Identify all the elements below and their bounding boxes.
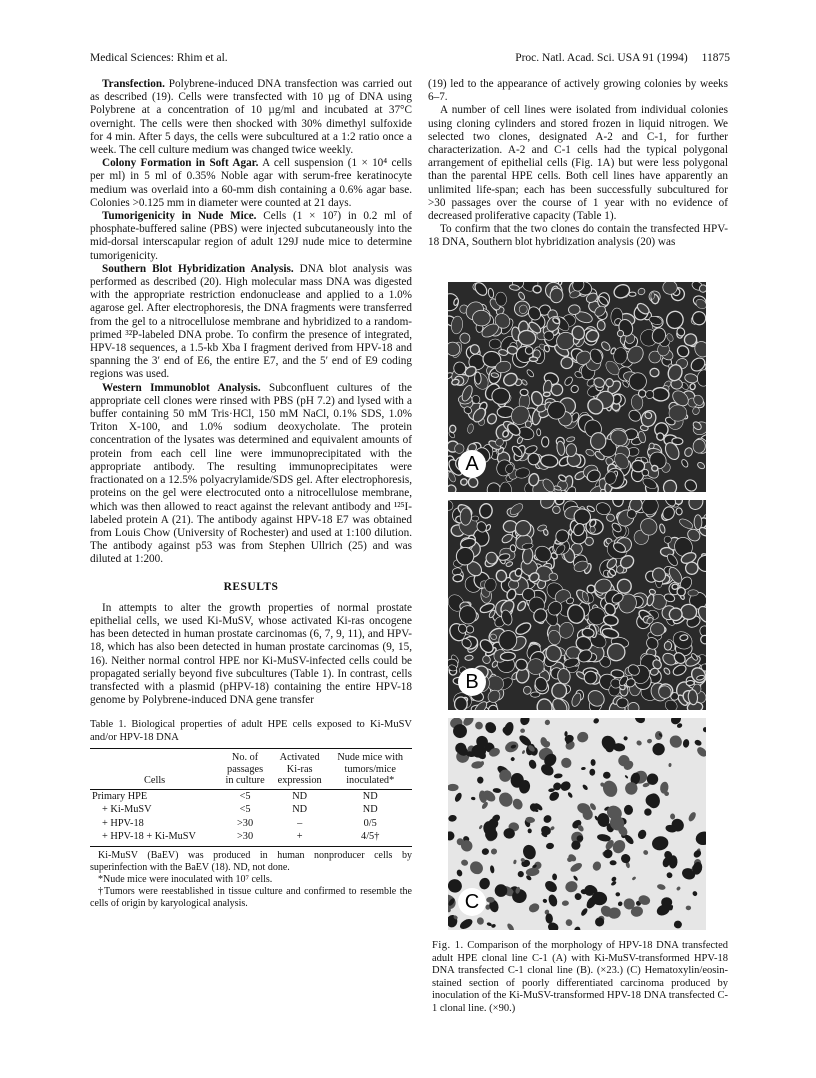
cell-passages: <5 bbox=[239, 804, 251, 816]
cell-texture bbox=[479, 503, 494, 519]
cell-texture bbox=[568, 305, 580, 315]
cell-texture bbox=[686, 500, 705, 512]
cell-texture bbox=[694, 739, 703, 747]
subheading-western-blot: Western Immunoblot Analysis. bbox=[102, 381, 261, 394]
cell-texture bbox=[467, 859, 485, 877]
cell-texture bbox=[610, 860, 617, 865]
cell-texture bbox=[651, 835, 670, 852]
subheading-soft-agar: Colony Formation in Soft Agar. bbox=[102, 157, 259, 170]
cell-mice: ND bbox=[362, 790, 378, 802]
cell-texture bbox=[686, 680, 694, 685]
micrograph-a bbox=[448, 282, 706, 492]
table-footnote: †Tumors were reestablished in tissue culture and confirmed to resemble the cells of origin by karyological analysis. bbox=[90, 885, 412, 909]
cell-texture bbox=[676, 886, 681, 891]
cell-ras: ND bbox=[292, 804, 308, 816]
cell-texture bbox=[668, 763, 671, 767]
cell-texture bbox=[633, 718, 646, 725]
cell-texture bbox=[476, 916, 485, 926]
cell-texture bbox=[617, 901, 623, 907]
table-footnote: Ki-MuSV (BaEV) was produced in human nonproducer cells by superinfection with the BaEV (18). ND, not done. bbox=[90, 849, 412, 873]
panel-label-c: C bbox=[458, 888, 486, 916]
cell-texture bbox=[459, 478, 468, 487]
cell-mice: ND bbox=[362, 804, 378, 816]
cell-texture bbox=[686, 906, 691, 911]
cell-texture bbox=[536, 429, 541, 436]
cell-texture bbox=[517, 291, 525, 300]
cell-texture bbox=[514, 568, 522, 577]
cell-texture bbox=[623, 736, 628, 741]
cell-texture bbox=[617, 330, 624, 337]
page-header bbox=[90, 52, 730, 68]
cell-texture bbox=[615, 892, 620, 896]
cell-texture bbox=[458, 917, 474, 930]
cell-texture bbox=[471, 797, 476, 801]
table-1 bbox=[90, 748, 412, 847]
cell-texture bbox=[601, 778, 620, 799]
cell-texture bbox=[627, 509, 636, 518]
cell-texture bbox=[688, 590, 699, 597]
figure-panel-b bbox=[448, 500, 706, 710]
cell-texture bbox=[465, 655, 474, 661]
cell-texture bbox=[545, 913, 553, 924]
cell-passages: >30 bbox=[237, 817, 254, 829]
figure-panel-c bbox=[448, 718, 706, 930]
cell-texture bbox=[616, 698, 628, 709]
cell-texture bbox=[478, 877, 491, 891]
cell-texture bbox=[684, 373, 698, 384]
micrograph-b bbox=[448, 500, 706, 710]
cell-texture bbox=[533, 285, 542, 293]
cell-texture bbox=[573, 875, 579, 882]
cell-texture bbox=[461, 859, 469, 866]
cell-texture bbox=[644, 808, 652, 816]
journal-citation: Proc. Natl. Acad. Sci. USA 91 (1994) bbox=[515, 52, 688, 64]
cell-texture bbox=[683, 447, 693, 458]
cell-texture bbox=[488, 288, 495, 298]
cell-texture bbox=[647, 738, 653, 744]
paragraph-text: DNA blot analysis was performed as described (20). High molecular mass DNA was digested with the appropriate restriction endonuclease and applied to a 1.0% agarose gel. After electrophoresis, the DNA fragments were transferred from the gel to a nitrocellulose membrane and hybridized to a random-primed ³²P-labeled DNA probe. To confirm the presence of integrated, HPV-18 sequences, a 1.5-kb Xba I fragment derived from HPV-18 and spanning the 3′ end of E6, the entire E7, and the 5′ end of E9 coding regions was used. bbox=[90, 262, 412, 381]
cell-texture bbox=[610, 838, 627, 856]
cell-texture bbox=[546, 842, 555, 849]
cell-texture bbox=[477, 776, 484, 783]
cell-texture bbox=[674, 920, 683, 928]
cell-texture bbox=[483, 720, 498, 735]
cell-texture bbox=[471, 516, 478, 521]
cell-texture bbox=[514, 621, 533, 637]
cell-texture bbox=[664, 309, 685, 331]
cell-texture bbox=[642, 849, 649, 856]
cell-texture bbox=[567, 791, 573, 798]
figure-caption-text: Comparison of the morphology of HPV-18 DNA transfected adult HPE clonal line C-1 (A) with Ki-MuSV-transformed HPV-18 DNA transfected C-1 clonal line (B). (×23.) (C) Hematoxylin/eosin-stained section of poorly differentiated carcinoma produced by inoculation of the Ki-MuSV-transformed HPV-18 DNA transfected C-1 clonal line. (×90.) bbox=[432, 940, 728, 1014]
cell-texture bbox=[573, 892, 583, 902]
cell-texture bbox=[486, 482, 502, 492]
cell-texture bbox=[593, 915, 606, 928]
cell-texture bbox=[516, 600, 527, 612]
cell-texture bbox=[700, 634, 706, 645]
cell-texture bbox=[527, 902, 540, 914]
cell-texture bbox=[456, 869, 463, 877]
cell-name: + HPV-18 + Ki-MuSV bbox=[90, 830, 219, 846]
cell-texture bbox=[585, 687, 607, 709]
table-footnotes bbox=[90, 850, 412, 910]
cell-texture bbox=[580, 907, 589, 917]
cell-texture bbox=[501, 533, 514, 545]
cell-texture bbox=[576, 730, 590, 743]
cell-texture bbox=[667, 733, 684, 750]
cell-texture bbox=[690, 383, 696, 390]
cell-texture bbox=[672, 584, 679, 590]
cell-texture bbox=[467, 423, 475, 434]
cell-texture bbox=[664, 641, 672, 650]
results-paragraph: In attempts to alter the growth properties of normal prostate epithelial cells, we used Ki-MuSV, whose activated Ki-ras oncogene has been detected in human prostate carcinomas (6, 7, 9, 11), and HPV-18, which has also been detected in human prostate carcinomas (9, 15, 16). Neither normal control HPE nor Ki-MuSV-infected cells could be propagated serially beyond five subcultures (Table 1). In contrast, cells transfected with a plasmid (pHPV-18) containing the entire HPV-18 genome by Polybrene-induced DNA gene transfer bbox=[90, 601, 412, 707]
col-header-mice: Nude mice with bbox=[328, 749, 412, 764]
cell-texture bbox=[511, 797, 525, 811]
cell-texture bbox=[697, 369, 706, 387]
cell-texture bbox=[551, 505, 562, 516]
cell-texture bbox=[547, 893, 559, 907]
cell-texture bbox=[690, 309, 706, 328]
col-header-ras: expression bbox=[271, 775, 329, 789]
cell-texture bbox=[597, 320, 606, 331]
cell-texture bbox=[656, 883, 666, 890]
cell-texture bbox=[659, 523, 666, 533]
cell-texture bbox=[675, 507, 683, 515]
cell-texture bbox=[551, 384, 563, 396]
cell-passages: <5 bbox=[239, 790, 251, 802]
cell-texture bbox=[473, 282, 490, 298]
cell-texture bbox=[521, 750, 525, 755]
col-header-passages: passages bbox=[227, 763, 264, 775]
cell-texture bbox=[662, 479, 677, 492]
paragraph-text: A cell suspension (1 × 10⁴ cells per ml) in 5 ml of 0.35% Noble agar with serum-free keratinocyte medium was overlaid into a 60-mm dish containing a 0.6% agar base. Colonies >0.125 mm in diameter were counted at 21 days. bbox=[90, 157, 412, 209]
cell-texture bbox=[587, 585, 595, 593]
col-header-passages: No. of bbox=[219, 749, 271, 764]
cell-texture bbox=[616, 578, 632, 594]
methods-paragraph-western-blot bbox=[90, 382, 412, 567]
figure-panel-a bbox=[448, 282, 706, 492]
cell-texture bbox=[494, 884, 507, 897]
cell-texture bbox=[603, 772, 611, 779]
table-footnote: *Nude mice were inoculated with 10⁷ cells. bbox=[98, 873, 273, 885]
cell-texture bbox=[620, 853, 632, 865]
cell-texture bbox=[554, 500, 565, 506]
cell-texture bbox=[470, 344, 480, 355]
cell-texture bbox=[600, 340, 612, 352]
right-column bbox=[428, 78, 728, 250]
cell-texture bbox=[624, 775, 628, 779]
col-header-ras: Activated bbox=[271, 749, 329, 764]
col-header-cells: Cells bbox=[90, 775, 219, 789]
cell-texture bbox=[559, 779, 573, 792]
cell-texture bbox=[605, 378, 614, 387]
figure-caption bbox=[432, 940, 728, 1016]
cell-texture bbox=[531, 692, 541, 698]
cell-name: + Ki-MuSV bbox=[102, 804, 152, 816]
cell-texture bbox=[454, 792, 464, 803]
cell-texture bbox=[542, 814, 553, 825]
methods-paragraph-transfection bbox=[90, 78, 412, 157]
cell-texture bbox=[453, 574, 463, 582]
cell-texture bbox=[552, 873, 557, 880]
results-paragraph-southern: To confirm that the two clones do contain the transfected HPV-18 DNA, Southern blot hybridization analysis (20) was bbox=[428, 223, 728, 249]
paragraph-text: Cells (1 × 10⁷) in 0.2 ml of phosphate-buffered saline (PBS) were injected subcutaneously into the mid-dorsal interscapular region of adult 129J nude mice to determine tumorigenicity. bbox=[90, 210, 412, 262]
cell-name: + HPV-18 bbox=[102, 817, 144, 829]
cell-texture bbox=[542, 437, 549, 447]
cell-ras: + bbox=[271, 830, 329, 846]
cell-texture bbox=[478, 824, 483, 829]
cell-texture bbox=[520, 728, 525, 733]
cell-texture bbox=[680, 458, 689, 468]
cell-texture bbox=[496, 790, 515, 809]
cell-texture bbox=[518, 871, 524, 877]
cell-texture bbox=[582, 784, 589, 791]
cell-texture bbox=[510, 756, 515, 762]
cell-mice: 0/5 bbox=[363, 817, 377, 829]
methods-paragraph-soft-agar bbox=[90, 157, 412, 210]
cell-texture bbox=[467, 476, 479, 488]
col-header-mice: inoculated* bbox=[328, 775, 412, 789]
cell-texture bbox=[528, 759, 538, 770]
cell-texture bbox=[516, 436, 523, 444]
cell-texture bbox=[558, 474, 568, 483]
cell-texture bbox=[585, 448, 595, 457]
subheading-tumorigenicity: Tumorigenicity in Nude Mice. bbox=[102, 210, 257, 223]
paragraph-text: Subconfluent cultures of the appropriate cell clones were rinsed with PBS (pH 7.2) and lysed with a buffer containing 50 mM Tris·HCl, 150 mM NaCl, 0.1% SDS, 1.0% Triton X-100, and 1.0% sodium deoxycholate. The protein concentration of the lysates was determined and equivalent amounts of protein from each cell line were immunoprecipitated with the appropriate antibody. The resulting immunoprecipitates were fractionated on a 12.5% polyacrylamide/SDS gel. After electrophoresis, proteins on the gel were electrocuted onto a nitrocellulose membrane, which was then allowed to react against the relevant antibody and ¹²⁵I-labeled protein A (21). The antibody against HPV-18 E7 was obtained from Louis Chow (University of Rochester) and used at 1:100 dilution. The antibody against p53 was from Stephen Ullrich (25) and was diluted at 1:200. bbox=[90, 381, 412, 566]
cell-texture bbox=[624, 805, 634, 816]
cell-texture bbox=[692, 890, 698, 897]
cell-texture bbox=[474, 372, 481, 385]
col-header-mice: tumors/mice bbox=[344, 763, 396, 775]
cell-texture bbox=[602, 848, 614, 860]
cell-texture bbox=[680, 634, 689, 641]
cell-texture bbox=[650, 368, 660, 377]
cell-texture bbox=[474, 720, 485, 730]
cell-texture bbox=[448, 830, 456, 842]
cell-texture bbox=[687, 811, 697, 823]
cell-texture bbox=[543, 392, 550, 397]
cell-texture bbox=[702, 726, 706, 733]
cell-texture bbox=[454, 697, 467, 710]
table-row bbox=[90, 789, 412, 803]
cell-texture bbox=[493, 788, 502, 794]
cell-texture bbox=[521, 379, 528, 386]
cell-texture bbox=[650, 741, 667, 758]
cell-texture bbox=[589, 769, 595, 776]
methods-paragraph-tumorigenicity bbox=[90, 210, 412, 263]
cell-texture bbox=[499, 482, 512, 492]
table-row bbox=[90, 830, 412, 846]
table-row bbox=[90, 803, 412, 817]
cell-texture bbox=[695, 745, 706, 758]
left-column bbox=[90, 78, 412, 910]
running-head-right bbox=[515, 52, 730, 64]
cell-texture bbox=[448, 483, 458, 492]
cell-texture bbox=[486, 897, 494, 903]
cell-mice: 4/5† bbox=[328, 830, 412, 846]
cell-texture bbox=[490, 847, 498, 855]
cell-texture bbox=[559, 756, 573, 770]
cell-ras: ND bbox=[292, 790, 308, 802]
cell-texture bbox=[695, 830, 706, 846]
cell-texture bbox=[481, 848, 489, 856]
cell-texture bbox=[651, 292, 655, 299]
cell-texture bbox=[612, 282, 631, 300]
table-row bbox=[90, 817, 412, 831]
cell-passages: >30 bbox=[219, 830, 271, 846]
cell-texture bbox=[506, 922, 515, 930]
cell-texture bbox=[696, 461, 705, 470]
cell-texture bbox=[627, 408, 643, 423]
cell-texture bbox=[682, 739, 689, 748]
cell-texture bbox=[671, 663, 687, 677]
results-heading: RESULTS bbox=[223, 580, 279, 593]
figure-label: Fig. 1. bbox=[432, 940, 464, 951]
cell-ras: – bbox=[297, 817, 303, 829]
cell-texture bbox=[651, 465, 658, 471]
cell-texture bbox=[544, 719, 550, 725]
cell-texture bbox=[590, 759, 595, 766]
paragraph-text: Polybrene-induced DNA transfection was carried out as described (19). Cells were transfected with 10 µg of DNA using Polybrene at a concentration of 10 µg/ml and incubated at 37°C overnight. The cells were then shocked with 30% dimethyl sulfoxide for 4 min. After 5 days, the cells were subcultured at a 1:2 ratio once a week. The cell culture medium was changed twice weekly. bbox=[90, 78, 412, 157]
cell-texture bbox=[563, 376, 574, 387]
cell-texture bbox=[536, 698, 553, 710]
cell-texture bbox=[672, 437, 683, 445]
cell-texture bbox=[564, 880, 579, 894]
cell-texture bbox=[678, 517, 694, 530]
cell-texture bbox=[554, 773, 563, 779]
cell-texture bbox=[529, 357, 538, 362]
cell-texture bbox=[519, 718, 531, 726]
cell-texture bbox=[543, 529, 549, 536]
cell-texture bbox=[513, 859, 517, 864]
results-continued-paragraph: (19) led to the appearance of actively growing colonies by weeks 6–7. bbox=[428, 78, 728, 104]
cell-texture bbox=[486, 412, 498, 425]
cell-texture bbox=[670, 813, 676, 819]
cell-texture bbox=[543, 879, 559, 895]
cell-texture bbox=[505, 561, 513, 567]
cell-texture bbox=[490, 865, 495, 874]
page-number: 11875 bbox=[701, 52, 730, 64]
results-paragraph-cell-lines: A number of cell lines were isolated from individual colonies using cloning cylinders and stored frozen in liquid nitrogen. We selected two clones, designated A-2 and C-1, for further characterization. A-2 and C-1 cells had the typical polygonal arrangement of epithelial cells (Fig. 1A) but were less polygonal than the parental HPE cells. Both cell lines have apparently an unlimited life-span; each has been successfully subcultured for >30 passages over the course of 1 year with no evidence of decreased proliferative capacity (Table 1). bbox=[428, 104, 728, 223]
cell-texture bbox=[523, 686, 532, 695]
cell-texture bbox=[569, 861, 583, 873]
subheading-transfection: Transfection. bbox=[102, 78, 165, 90]
cell-texture bbox=[540, 824, 553, 836]
cell-texture bbox=[520, 389, 528, 396]
cell-texture bbox=[590, 526, 596, 533]
cell-texture bbox=[581, 767, 586, 771]
cell-texture bbox=[573, 926, 581, 930]
methods-paragraph-southern-blot bbox=[90, 263, 412, 382]
cell-texture bbox=[489, 339, 501, 349]
cell-texture bbox=[570, 384, 580, 394]
cell-texture bbox=[551, 683, 567, 699]
cell-texture bbox=[449, 425, 455, 433]
micrograph-c bbox=[448, 718, 706, 930]
cell-texture bbox=[500, 652, 515, 661]
cell-texture bbox=[636, 740, 643, 747]
cell-texture bbox=[663, 667, 671, 675]
cell-texture bbox=[566, 436, 575, 442]
cell-texture bbox=[631, 876, 636, 881]
cell-texture bbox=[565, 918, 573, 927]
table-caption: Table 1. Biological properties of adult HPE cells exposed to Ki-MuSV and/or HPV-18 DNA bbox=[90, 719, 412, 743]
cell-texture bbox=[592, 718, 600, 725]
cell-name: Primary HPE bbox=[92, 790, 148, 802]
cell-texture bbox=[637, 287, 646, 296]
cell-texture bbox=[542, 898, 548, 904]
cell-texture bbox=[448, 814, 457, 822]
cell-texture bbox=[683, 478, 699, 492]
cell-texture bbox=[448, 784, 459, 791]
cell-texture bbox=[503, 721, 516, 737]
panel-label-a: A bbox=[458, 450, 486, 478]
subheading-southern-blot: Southern Blot Hybridization Analysis. bbox=[102, 262, 294, 275]
cell-texture bbox=[629, 292, 636, 296]
col-header-passages: in culture bbox=[219, 775, 271, 789]
cell-texture bbox=[591, 860, 602, 872]
cell-texture bbox=[612, 500, 624, 507]
cell-texture bbox=[664, 536, 672, 544]
cell-texture bbox=[566, 443, 577, 456]
cell-texture bbox=[562, 900, 569, 906]
cell-texture bbox=[528, 829, 532, 834]
cell-texture bbox=[685, 561, 699, 575]
col-header-ras: Ki-ras bbox=[286, 763, 313, 775]
panel-label-b: B bbox=[458, 668, 486, 696]
cell-texture bbox=[669, 405, 687, 422]
running-head-left: Medical Sciences: Rhim et al. bbox=[90, 52, 228, 64]
cell-texture bbox=[665, 871, 673, 879]
cell-texture bbox=[526, 369, 535, 378]
cell-texture bbox=[636, 828, 647, 840]
